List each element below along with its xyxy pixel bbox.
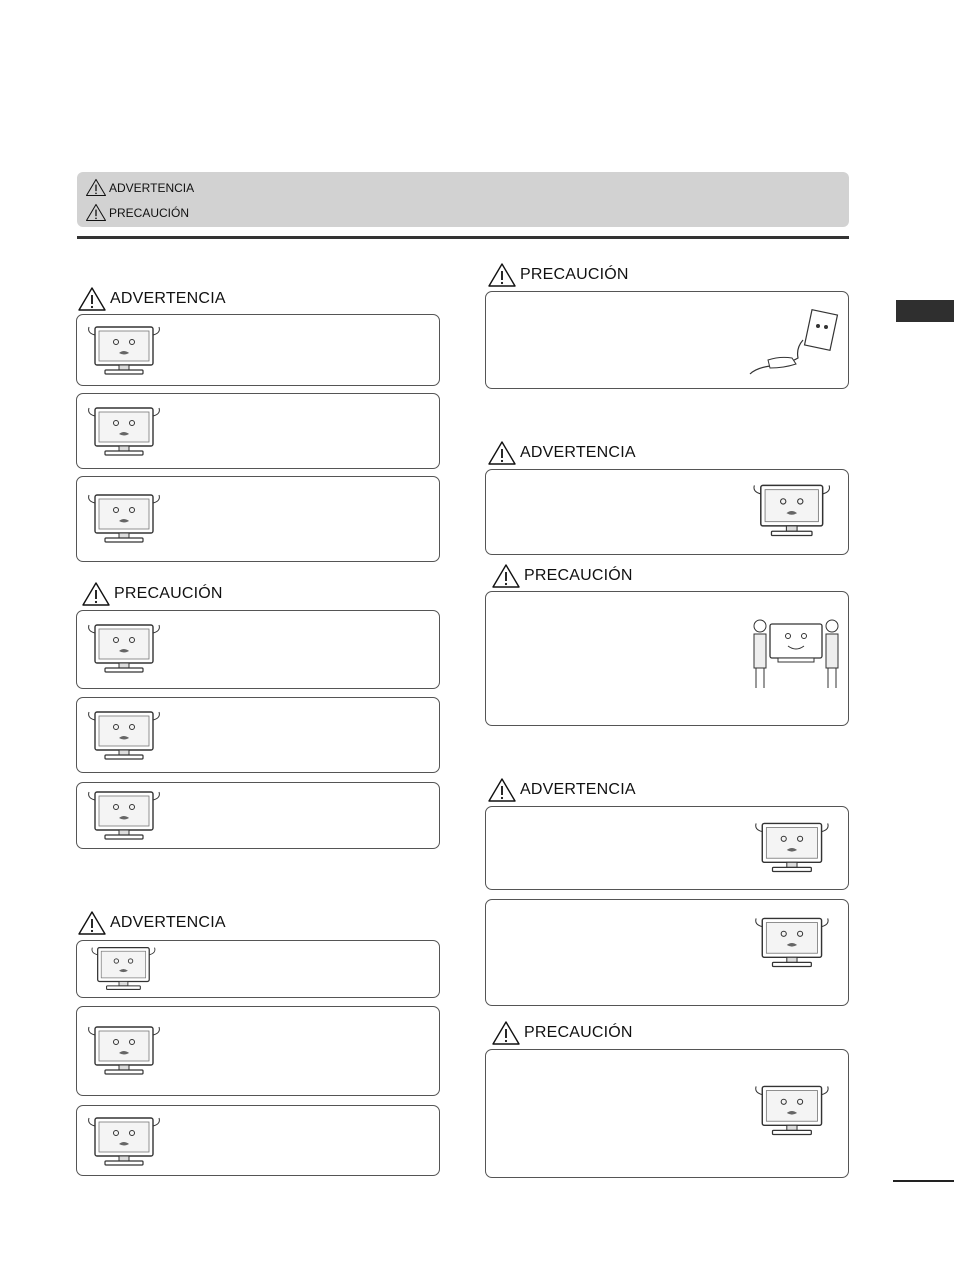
tv-illustration-icon bbox=[83, 706, 173, 766]
right-heading-5-label: PRECAUCIÓN bbox=[524, 1024, 633, 1041]
right-heading-3 bbox=[491, 563, 633, 589]
tv-illustration-icon bbox=[748, 478, 844, 544]
right-heading-3-label: PRECAUCIÓN bbox=[524, 567, 633, 584]
left-heading-1 bbox=[77, 286, 226, 312]
tv-illustration-icon bbox=[83, 619, 173, 679]
right-panel-3 bbox=[485, 591, 849, 726]
left-heading-2 bbox=[81, 581, 223, 607]
left-panel-2 bbox=[76, 393, 440, 469]
left-panel-5 bbox=[76, 697, 440, 773]
left-panel-4 bbox=[76, 610, 440, 689]
warning-triangle-icon bbox=[491, 563, 521, 589]
plug-illustration-icon bbox=[748, 304, 843, 376]
right-heading-4-label: ADVERTENCIA bbox=[520, 781, 636, 798]
tv-illustration-icon bbox=[83, 786, 173, 846]
warning-triangle-icon bbox=[77, 286, 107, 312]
warning-triangle-icon bbox=[487, 777, 517, 803]
left-panel-7 bbox=[76, 940, 440, 998]
warning-triangle-icon bbox=[85, 178, 107, 197]
left-panel-6 bbox=[76, 782, 440, 849]
tv-illustration-icon bbox=[87, 942, 167, 996]
left-heading-3 bbox=[77, 910, 226, 936]
legend-box bbox=[77, 172, 849, 227]
legend-caution bbox=[85, 203, 189, 222]
right-panel-1 bbox=[485, 291, 849, 389]
right-panel-5 bbox=[485, 899, 849, 1006]
warning-triangle-icon bbox=[487, 262, 517, 288]
warning-triangle-icon bbox=[491, 1020, 521, 1046]
warning-triangle-icon bbox=[77, 910, 107, 936]
two-people-carrying-tv-icon bbox=[748, 612, 844, 692]
tv-illustration-icon bbox=[83, 321, 173, 381]
legend-warning bbox=[85, 178, 194, 197]
tv-illustration-icon bbox=[750, 817, 842, 879]
right-heading-4 bbox=[487, 777, 636, 803]
footer-rule bbox=[893, 1180, 954, 1182]
tv-illustration-icon bbox=[83, 1021, 173, 1081]
left-panel-1 bbox=[76, 314, 440, 386]
tv-illustration-icon bbox=[83, 402, 173, 462]
right-heading-2-label: ADVERTENCIA bbox=[520, 444, 636, 461]
section-tab bbox=[896, 300, 954, 322]
warning-triangle-icon bbox=[81, 581, 111, 607]
right-panel-4 bbox=[485, 806, 849, 890]
right-heading-5 bbox=[491, 1020, 633, 1046]
left-heading-1-label: ADVERTENCIA bbox=[110, 290, 226, 307]
warning-triangle-icon bbox=[85, 203, 107, 222]
right-panel-2 bbox=[485, 469, 849, 555]
right-heading-1-label: PRECAUCIÓN bbox=[520, 266, 629, 283]
legend-warning-label: ADVERTENCIA bbox=[109, 180, 195, 195]
warning-triangle-icon bbox=[487, 440, 517, 466]
right-panel-6 bbox=[485, 1049, 849, 1178]
left-heading-3-label: ADVERTENCIA bbox=[110, 914, 226, 931]
left-panel-9 bbox=[76, 1105, 440, 1176]
divider-rule bbox=[77, 236, 849, 239]
tv-illustration-icon bbox=[750, 1080, 842, 1142]
tv-illustration-icon bbox=[750, 912, 842, 974]
legend-caution-label: PRECAUCIÓN bbox=[109, 205, 190, 220]
left-heading-2-label: PRECAUCIÓN bbox=[114, 585, 223, 602]
right-heading-2 bbox=[487, 440, 636, 466]
tv-illustration-icon bbox=[83, 1112, 173, 1172]
left-panel-3 bbox=[76, 476, 440, 562]
right-heading-1 bbox=[487, 262, 629, 288]
tv-illustration-icon bbox=[83, 489, 173, 549]
left-panel-8 bbox=[76, 1006, 440, 1096]
